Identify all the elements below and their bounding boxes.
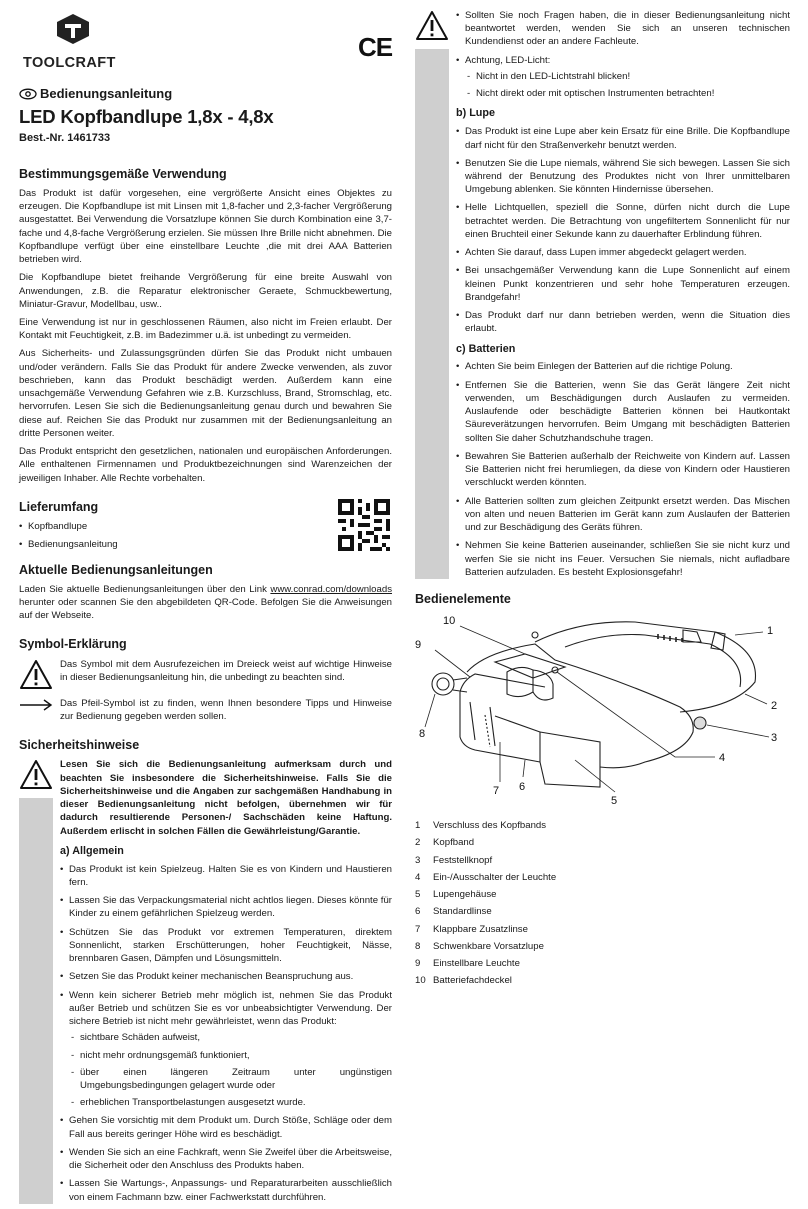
intended-use-p2: Die Kopfbandlupe bietet freihande Vergrößerung für eine breite Auswahl von Anwendungen, z.B. die Reparatur elektronischer Geraete, Schmuckbewertung, Miniatur-Gravur, Modellbau, usw.. [19,272,392,310]
warning-icon [19,758,53,792]
doc-type-label: Bedienungsanleitung [40,86,173,101]
general-item: • Wenn kein sicherer Betrieb mehr möglich ist, nehmen Sie das Produkt außer Betrieb und schützen Sie es vor unbeabsichtigter Verwendung. Der sichere Betrieb ist nicht mehr gewährleistet, wenn das Produkt: - sichtbare Schäden aufweist, - nicht mehr ordnungsgemäß funktioniert, - über einen längeren Zeitraum unter ungünstigen Umgebungsbedingungen gelagert wurde oder - erheblichen Transportbelastungen ausgesetzt wurde. [60,989,392,1110]
safety-intro: Lesen Sie sich die Bedienungsanleitung aufmerksam durch und beachten Sie insbesondere die Sicherheitshinweise. Falls Sie die Sicherheitshinweise und die Angaben zur sachgemäßen Handhabung in dieser Bedienungsanleitung nicht befolgen, übernehmen wir für dadurch resultierende Personen-/ Sachschäden keine Haftung. Außerdem erlischt in solchen Fällen die Gewährleistung/Garantie. [60,759,392,837]
brand-name: TOOLCRAFT [23,55,116,71]
battery-item: • Entfernen Sie die Batterien, wenn Sie das Gerät längere Zeit nicht verwenden, um Beschädigungen durch Auslaufen zu vermeiden. Auslaufende oder beschädigte Batterien können bei Hautkontakt Säureverätzungen hervorrufen. Beim Umgang mit beschädigten Batterien sollten Sie daher Schutzhandschuhe tragen. [456,379,790,445]
callout-3: 3 [771,732,778,745]
safety-block [19,758,392,1203]
intended-use-p3: Eine Verwendung ist nur in geschlossenen Räumen, also nicht im Freien erlaubt. Der Kontakt mit Feuchtigkeit, z.B. im Badezimmer u.ä. ist unbedingt zu vermeiden. [19,316,392,342]
symbol-arrow-text: Das Pfeil-Symbol ist zu finden, wenn Ihnen besondere Tipps und Hinweise zur Bedienung gegeben werden sollen. [60,697,392,722]
general-subitem: - erheblichen Transportbelastungen ausgesetzt wurde. [69,1096,392,1109]
general-heading: a) Allgemein [60,844,124,857]
legend-item: 1 Verschluss des Kopfbands [415,820,547,832]
qr-code-icon[interactable] [338,499,390,551]
right-column [415,0,790,992]
callout-6: 6 [519,781,526,794]
lens-item: • Bei unsachgemäßer Verwendung kann die Lupe Sonnenlicht auf einem kleinen Punkt konzentrieren und sehr hohe Temperaturen erzeugen. Brandgefahr! [456,264,790,304]
legend-item: 9 Einstellbare Leuchte [415,958,520,970]
general-item: • Setzen Sie das Produkt keiner mechanischen Beanspruchung aus. [60,970,392,983]
downloads-link[interactable]: www.conrad.com/downloads [270,583,392,595]
callout-9: 9 [415,639,422,652]
manuals-heading: Aktuelle Bedienungsanleitungen [19,562,213,577]
led-subitem: - Nicht in den LED-Lichtstrahl blicken! [465,70,790,83]
symbol-warning-text: Das Symbol mit dem Ausrufezeichen im Dreieck weist auf wichtige Hinweise in dieser Bedienungsanleitung hin, die unbedingt zu beachten sind. [60,658,392,683]
intended-use-p1: Das Produkt ist dafür vorgesehen, eine vergrößerte Ansicht eines Objektes zu erzeugen. Die Kopfbandlupe ist mit Linsen mit 1,8-facher und 2,3-facher Vergrößerung ausgestattet. Bei Verwendung die Vorsatzlupe können Sie durch Kombination eine 3,7-fache und 4,8-fache Vergrößerung erzielen. Sie müssen Ihre Brille nicht abnehmen. Die Kopfbandlupe verfügt über eine einstellbare Leuchte ,die mit drei AAA Batterien betrieben wird. [19,187,392,266]
general-item: • Lassen Sie Wartungs-, Anpassungs- und Reparaturarbeiten ausschließlich von einem Fachmann bzw. einer Fachwerkstatt durchführen. [60,1177,392,1203]
general-item: • Gehen Sie vorsichtig mit dem Produkt um. Durch Stöße, Schläge oder dem Fall aus bereits geringer Höhe wird es beschädigt. [60,1114,392,1140]
brand-logo [23,12,123,72]
lens-item: • Das Produkt darf nur dann betrieben werden, wenn die Situation dies erlaubt. [456,309,790,335]
legend-item: 2 Kopfband [415,837,475,849]
general-item: • Schützen Sie das Produkt vor extremen Temperaturen, direktem Sonnenlicht, starken Erschütterungen, hoher Feuchtigkeit, Nässe, brennbaren Gasen, Dämpfen und Lösungsmitteln. [60,926,392,966]
callout-4: 4 [719,752,726,765]
scope-item: • Bedienungsanleitung [19,538,392,551]
callout-5: 5 [611,795,618,808]
callout-7: 7 [493,785,500,798]
callout-1: 1 [767,625,774,638]
legend-item: 10 Batteriefachdeckel [415,975,512,987]
safety-block-continued [415,9,790,579]
intended-use-p4: Aus Sicherheits- und Zulassungsgründen dürfen Sie das Produkt nicht umbauen und/oder verändern. Falls Sie das Produkt für andere Zwecke verwenden, als zuvor beschrieben, kann das Produkt beschädigt werden. Außerdem kann eine unsachgemäße Verwendung Gefahren wie z.B. Kurzschluss, Brand, Stromschlag, etc. hervorrufen. Lesen Sie sich die Bedienungsanleitung genau durch und bewahren Sie diese auf. Reichen Sie das Produkt nur zusammen mit der Bedienungsanleitung an dritte Personen weiter. [19,348,392,439]
battery-item: • Bewahren Sie Batterien außerhalb der Reichweite von Kindern auf. Lassen Sie Batterien nicht frei herumliegen, da diese von Kindern oder Haustieren verschluckt werden könnten. [456,450,790,490]
general-item: • Das Produkt ist kein Spielzeug. Halten Sie es von Kindern und Haustieren fern. [60,863,392,889]
callout-2: 2 [771,700,778,713]
safety-heading: Sicherheitshinweise [19,738,140,753]
warning-bar [19,798,53,1203]
page-title: LED Kopfbandlupe 1,8x - 4,8x [19,105,274,127]
legend-item: 8 Schwenkbare Vorsatzlupe [415,940,544,952]
arrow-right-icon [19,698,53,712]
legend-item: 3 Feststellknopf [415,854,493,866]
headband-magnifier-illustration [415,612,790,817]
controls-legend [415,819,790,987]
legend-item: 7 Klappbare Zusatzlinse [415,923,528,935]
scope-item: • Kopfbandlupe [19,520,392,533]
battery-item: • Achten Sie beim Einlegen der Batterien auf die richtige Polung. [456,360,790,373]
lens-heading: b) Lupe [456,107,495,120]
batteries-heading: c) Batterien [456,342,516,355]
safety-item: • Sollten Sie noch Fragen haben, die in dieser Bedienungsanleitung nicht beantwortet werden, wenden Sie sich an unseren technischen Kundendienst oder an andere Fachleute. [456,9,790,49]
lens-item: • Helle Lichtquellen, speziell die Sonne, dürfen nicht durch die Lupe betrachtet werden. Die Betrachtung von ungefiltertem Sonnenlicht für nur einen Bruchteil einer Sekunde kann zu dauerhafter Erblindung führen. [456,201,790,241]
general-subitem: - nicht mehr ordnungsgemäß funktioniert, [69,1049,392,1062]
lens-item: • Achten Sie darauf, dass Lupen immer abgedeckt gelagert werden. [456,246,790,259]
scope-heading: Lieferumfang [19,499,99,514]
battery-item: • Nehmen Sie keine Batterien auseinander, schließen Sie sie nicht kurz und werfen Sie sie nicht ins Feuer. Versuchen Sie niemals, nicht aufladbare Batterien aufzuladen. Es besteht Explosionsgefahr! [456,539,790,579]
general-item: • Wenden Sie sich an eine Fachkraft, wenn Sie Zweifel über die Arbeitsweise, die Sicherheit oder den Anschluss des Produkts haben. [60,1146,392,1172]
manuals-text: Laden Sie aktuelle Bedienungsanleitungen über den Link www.conrad.com/downloads herunter oder scannen Sie den abgebildeten QR-Code. Befolgen Sie die Anweisungen auf der Webseite. [19,583,392,622]
callout-8: 8 [419,728,426,741]
general-subitem: - über einen längeren Zeitraum unter ungünstigen Umgebungsbedingungen gelagert wurde oder [69,1066,392,1092]
ce-mark: CE [358,32,393,62]
led-subitem: - Nicht direkt oder mit optischen Instrumenten betrachten! [465,87,790,100]
safety-item: • Achtung, LED-Licht: - Nicht in den LED-Lichtstrahl blicken! - Nicht direkt oder mit optischen Instrumenten betrachten! [456,54,790,101]
lens-item: • Benutzen Sie die Lupe niemals, während Sie sich bewegen. Lassen Sie sich während der Benutzung des Produktes nicht von Ihrer unmittelbaren Umgebung ablenken. Sie könnten Hindernisse übersehen. [456,157,790,197]
warning-bar [415,49,449,579]
general-item: • Lassen Sie das Verpackungsmaterial nicht achtlos liegen. Dieses könnte für Kinder zu einem gefährlichen Spielzeug werden. [60,894,392,920]
warning-icon [19,658,53,692]
lens-item: • Das Produkt ist eine Lupe aber kein Ersatz für eine Brille. Die Kopfbandlupe darf nicht für den Straßenverkehr benutzt werden. [456,125,790,151]
intended-use-p5: Das Produkt entspricht den gesetzlichen, nationalen und europäischen Anforderungen. Alle enthaltenen Firmennamen und Produktbezeichnungen sind Warenzeichen der jeweiligen Inhaber. Alle Rechte vorbehalten. [19,446,392,484]
controls-heading: Bedienelemente [415,591,511,606]
legend-item: 4 Ein-/Ausschalter der Leuchte [415,871,557,883]
order-number: Best.-Nr. 1461733 [19,132,111,145]
warning-icon [415,9,449,43]
toolcraft-logo-icon [53,12,93,46]
battery-item: • Alle Batterien sollten zum gleichen Zeitpunkt ersetzt werden. Das Mischen von alten und neuen Batterien im Gerät kann zum Auslaufen der Batterien und zur Beschädigung des Geräts führen. [456,495,790,535]
general-subitem: - sichtbare Schäden aufweist, [69,1031,392,1044]
eye-icon [19,88,37,100]
symbols-heading: Symbol-Erklärung [19,637,127,652]
intended-use-heading: Bestimmungsgemäße Verwendung [19,166,227,181]
callout-10: 10 [443,615,456,628]
legend-item: 6 Standardlinse [415,906,492,918]
legend-item: 5 Lupengehäuse [415,889,497,901]
doc-type [19,85,392,103]
